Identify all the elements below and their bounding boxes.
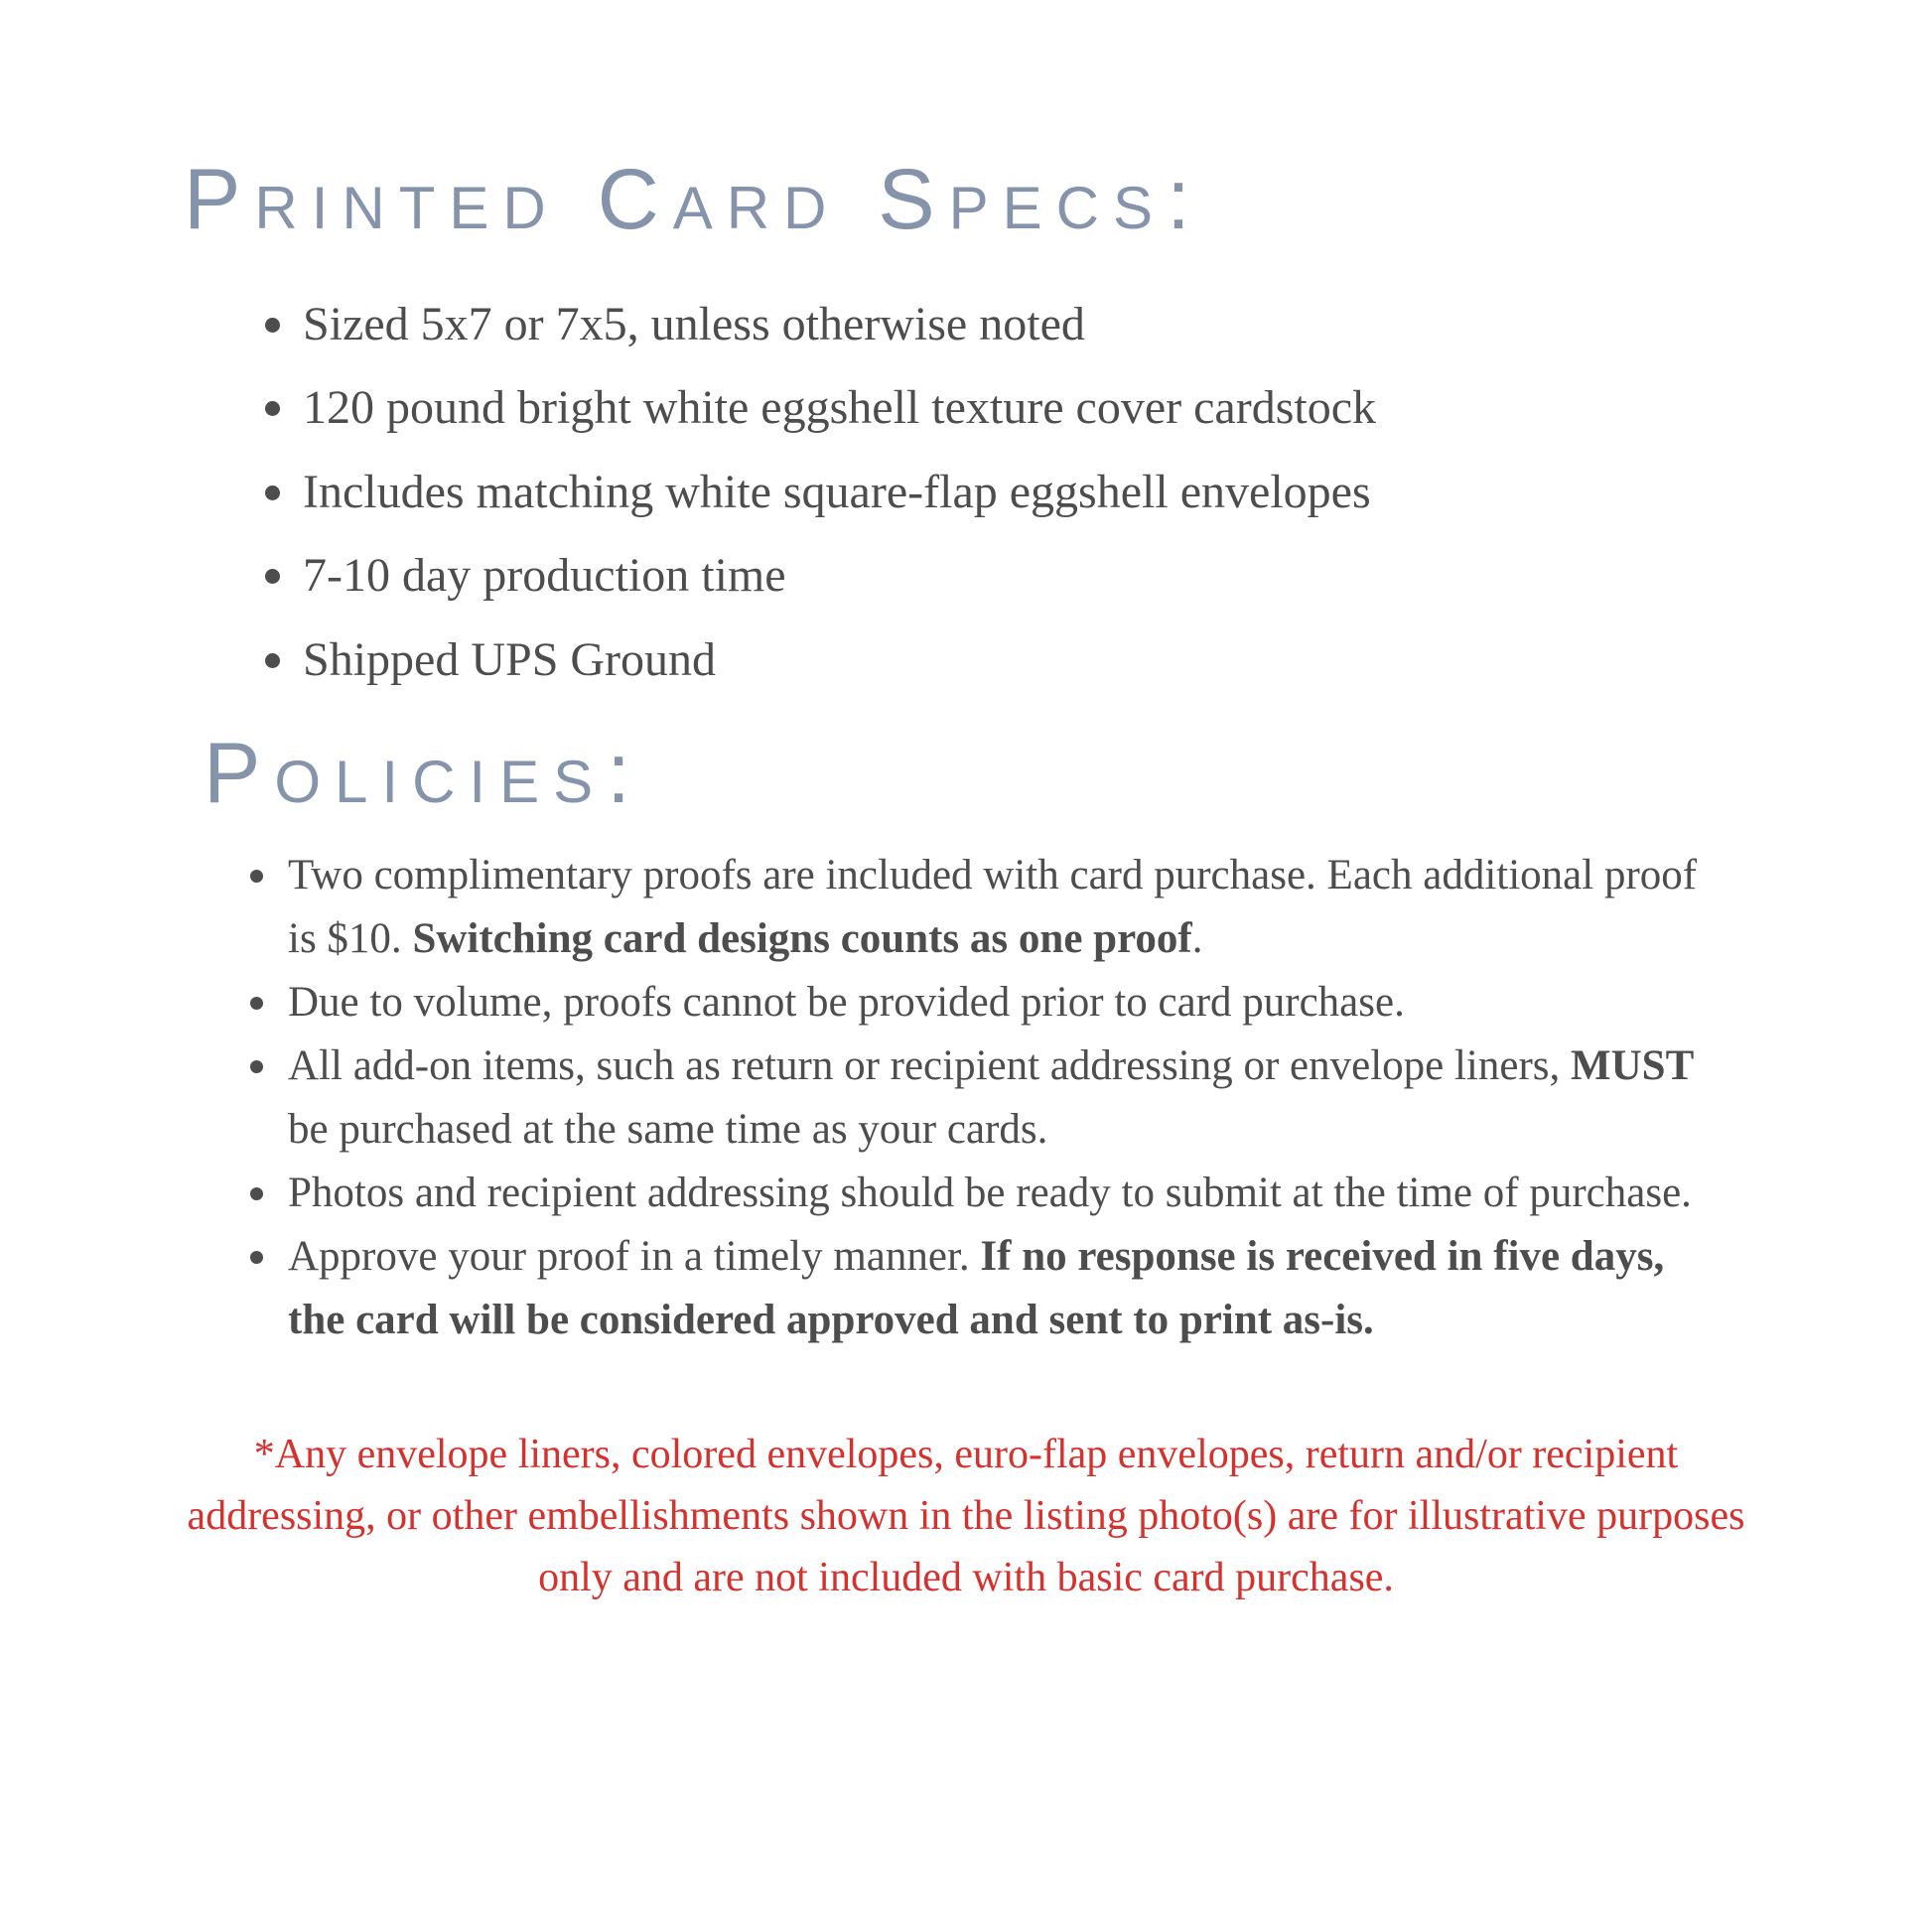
- list-item: Shipped UPS Ground: [303, 635, 1932, 685]
- text-segment: Two complimentary proofs are included with card purchase. Each additional proof is $10.: [288, 851, 1698, 962]
- disclaimer-note: *Any envelope liners, colored envelopes, euro-flap envelopes, return and/or recipient addressing, or other embellishments shown in the listing photo(s) are for illustrative purposes only and are not included with basic card purchase.: [187, 1431, 1745, 1600]
- list-item: [288, 1035, 1713, 1162]
- list-item: Includes matching white square-flap eggshell envelopes: [303, 468, 1932, 517]
- list-item: [288, 844, 1713, 971]
- list-item: [288, 1225, 1713, 1352]
- card-specs-section: [0, 152, 1932, 686]
- text-segment: .: [1191, 914, 1203, 962]
- text-segment: be purchased at the same time as your cards.: [288, 1105, 1048, 1153]
- text-segment-bold: MUST: [1571, 1041, 1695, 1089]
- list-item: [288, 971, 1713, 1035]
- text-segment: Photos and recipient addressing should be ready to submit at the time of purchase.: [288, 1169, 1692, 1216]
- policies-heading: Policies:: [204, 725, 645, 821]
- specs-heading: Printed Card Specs:: [184, 152, 1204, 247]
- list-item: 7-10 day production time: [303, 551, 1932, 601]
- specs-list: [0, 300, 1932, 685]
- text-segment-bold: If no response is received in five days, the card will be considered approved and sent to print as-is.: [288, 1232, 1665, 1343]
- list-item: 120 pound bright white eggshell texture cover cardstock: [303, 383, 1932, 433]
- list-item: [288, 1162, 1713, 1225]
- policies-section: [0, 725, 1932, 1352]
- text-segment: Due to volume, proofs cannot be provided prior to card purchase.: [288, 978, 1405, 1026]
- policies-list: [0, 844, 1713, 1352]
- text-segment: Approve your proof in a timely manner.: [288, 1232, 981, 1280]
- text-segment: All add-on items, such as return or recipient addressing or envelope liners,: [288, 1041, 1572, 1089]
- list-item: Sized 5x7 or 7x5, unless otherwise noted: [303, 300, 1932, 349]
- text-segment-bold: Switching card designs counts as one proof: [412, 914, 1192, 962]
